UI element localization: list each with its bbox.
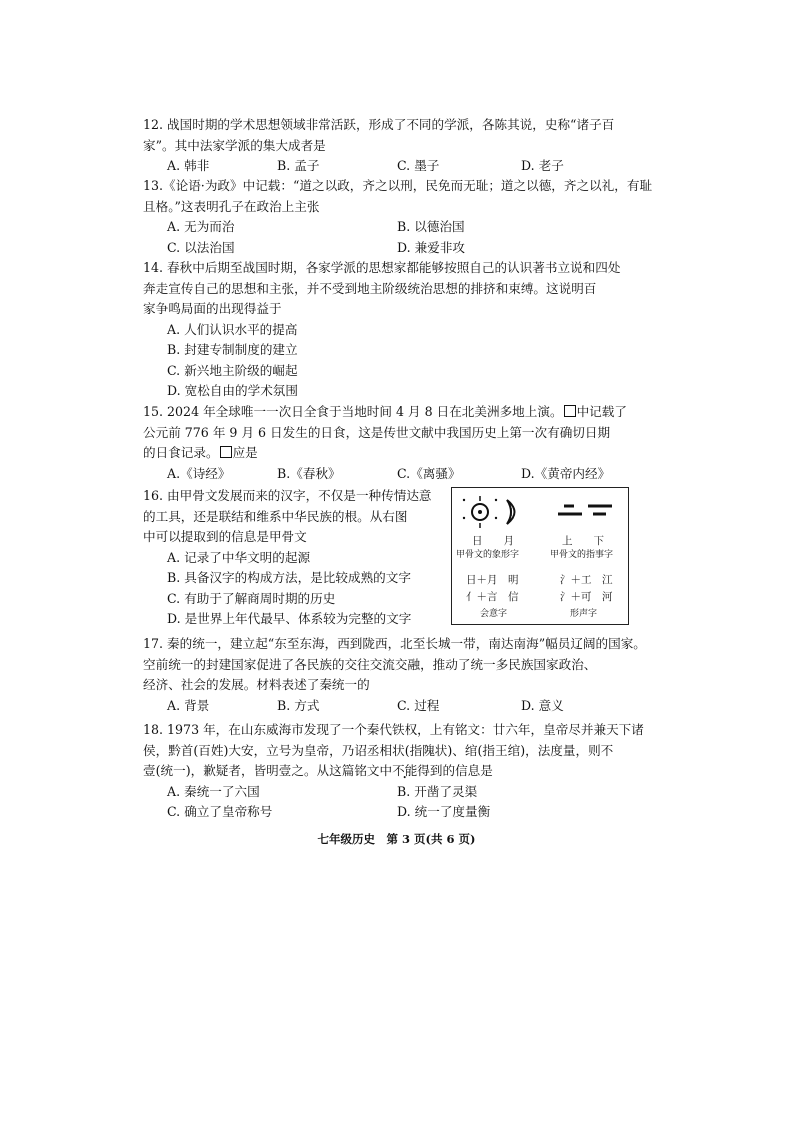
options-row xyxy=(143,464,643,485)
question-text xyxy=(143,443,643,464)
question-12 xyxy=(143,115,643,177)
option-c[interactable]: C. 过程 xyxy=(397,697,440,713)
question-text: 17. 秦的统一，建立起“东至东海，西到陇西，北至长城一带，南达南海”幅员辽阔的国家。 xyxy=(143,636,646,651)
pictograph-chars: 日 月 xyxy=(472,535,514,547)
options-row xyxy=(143,696,643,717)
moon-glyph-icon xyxy=(507,500,515,524)
options-row xyxy=(143,156,643,177)
question-text-part: 的日食记录。 xyxy=(143,445,219,460)
question-text: 18. 1973 年，在山东威海市发现了一个秦代铁权，上有铭文：廿六年，皇帝尽并兼天下诸 xyxy=(143,722,644,737)
page-footer: 七年级历史 第 3 页(共 6 页) xyxy=(317,832,476,846)
blank-box xyxy=(220,446,232,458)
option-a[interactable]: A. 秦统一了六国 xyxy=(167,783,260,799)
question-text-part: 中记载了 xyxy=(576,404,627,419)
question-text: 16. 由甲骨文发展而来的汉字，不仅是一种传情达意 xyxy=(143,488,432,503)
oracle-bone-glyphs xyxy=(452,488,628,538)
question-text-part: 应是 xyxy=(232,445,258,460)
question-text: 家争鸣局面的出现得益于 xyxy=(143,301,282,316)
question-text: 中可以提取到的信息是甲骨文 xyxy=(143,529,307,544)
question-text: 14. 春秋中后期至战国时期，各家学派的思想家都能够按照自己的认识著书立说和四处 xyxy=(143,260,621,275)
question-text-part: 15. 2024 年全球唯一一次日全食于当地时间 4 月 8 日在北美洲多地上演。 xyxy=(143,404,563,419)
question-15 xyxy=(143,402,643,484)
sun-glyph-icon xyxy=(463,496,497,528)
question-text-part: 得到的信息是 xyxy=(417,763,493,778)
option-b[interactable]: B. 以德治国 xyxy=(397,219,465,234)
question-text xyxy=(143,402,643,423)
blank-box xyxy=(564,405,576,417)
question-text: 12. 战国时期的学术思想领域非常活跃，形成了不同的学派，各陈其说，史称“诸子百 xyxy=(143,117,615,132)
question-text: 家”。其中法家学派的集大成者是 xyxy=(143,137,326,153)
option-d[interactable]: D. 统一了度量衡 xyxy=(397,804,491,819)
options-row xyxy=(143,802,643,823)
option-b[interactable]: B. 封建专制制度的建立 xyxy=(167,342,298,357)
option-c[interactable]: C. 确立了皇帝称号 xyxy=(167,804,273,819)
option-c[interactable]: C. 以法治国 xyxy=(167,239,235,255)
option-c[interactable]: C. 新兴地主阶级的崛起 xyxy=(167,362,298,378)
option-b[interactable]: B. 孟子 xyxy=(277,158,320,173)
oracle-bone-script-figure xyxy=(451,487,629,625)
indicative-caption: 甲骨文的指事字 xyxy=(550,550,614,560)
option-a[interactable]: A. 记录了中华文明的起源 xyxy=(167,549,311,565)
options-row xyxy=(143,238,643,259)
question-text: 奔走宣传自己的思想和主张，并不受到地主阶级统治思想的排挤和束缚。这说明百 xyxy=(143,280,597,296)
option-d[interactable]: D. 兼爱非攻 xyxy=(397,239,466,255)
question-text: 经济、社会的发展。材料表述了秦统一的 xyxy=(143,677,370,692)
question-16 xyxy=(143,486,443,630)
option-c[interactable]: C. 有助于了解商周时期的历史 xyxy=(167,590,336,606)
question-text: 13.《论语·为政》中记载：“道之以政，齐之以刑，民免而无耻；道之以德，齐之以礼，有耻 xyxy=(143,178,653,193)
option-d[interactable]: D. 是世界上年代最早、体系较为完整的文字 xyxy=(167,611,412,626)
option-a[interactable]: A. 韩非 xyxy=(167,158,210,173)
phonetic-caption: 形声字 xyxy=(570,609,598,619)
options-row xyxy=(143,217,643,238)
option-d[interactable]: D. 宽松自由的学术氛围 xyxy=(167,383,298,398)
options-row xyxy=(143,782,643,803)
question-text: 且格。”这表明孔子在政治上主张 xyxy=(143,198,320,214)
option-b[interactable]: B.《春秋》 xyxy=(277,465,341,481)
option-a[interactable]: A.《诗经》 xyxy=(167,465,231,481)
question-17 xyxy=(143,634,646,716)
question-18 xyxy=(143,720,643,823)
question-text-part: 壹(统一)，歉疑者，皆明壹之。从这篇铭文中 xyxy=(143,763,393,778)
compound-example-2: 亻＋言 信 xyxy=(466,591,519,603)
option-c[interactable]: C.《离骚》 xyxy=(397,465,461,481)
up-glyph-icon xyxy=(558,506,582,514)
question-text: 空前统一的封建国家促进了各民族的交往交流交融，推动了统一多民族国家政治、 xyxy=(143,656,597,672)
question-text xyxy=(143,761,643,782)
option-d[interactable]: D. 意义 xyxy=(521,697,564,713)
question-14 xyxy=(143,258,643,402)
option-a[interactable]: A. 无为而治 xyxy=(167,219,235,234)
question-text: 侯，黔首(百姓)大安，立号为皇帝，乃诏丞相状(指隗状)、绾(指王绾)，法度量，则不 xyxy=(143,742,614,758)
question-13 xyxy=(143,176,653,258)
question-text: 公元前 776 年 9 月 6 日发生的日食，这是传世文献中我国历史上第一次有确切日期 xyxy=(143,424,611,440)
option-b[interactable]: B. 方式 xyxy=(277,697,320,713)
emphasis-text: 不能 xyxy=(392,763,418,778)
option-d[interactable]: D.《黄帝内经》 xyxy=(521,465,611,481)
compound-caption: 会意字 xyxy=(480,609,508,619)
down-glyph-icon xyxy=(588,506,612,514)
indicative-chars: 上 下 xyxy=(562,535,604,547)
phonetic-example-1: 氵＋工 江 xyxy=(560,574,613,586)
option-c[interactable]: C. 墨子 xyxy=(397,158,440,173)
option-d[interactable]: D. 老子 xyxy=(521,158,564,173)
question-text: 的工具，还是联结和维系中华民族的根。从右图 xyxy=(143,508,408,524)
phonetic-example-2: 氵＋可 河 xyxy=(560,591,613,603)
option-b[interactable]: B. 具备汉字的构成方法，是比较成熟的文字 xyxy=(167,570,411,585)
option-a[interactable]: A. 背景 xyxy=(167,697,210,713)
option-a[interactable]: A. 人们认识水平的提高 xyxy=(167,321,298,337)
pictograph-caption: 甲骨文的象形字 xyxy=(456,550,520,560)
option-b[interactable]: B. 开凿了灵渠 xyxy=(397,783,478,799)
compound-example-1: 日＋月 明 xyxy=(466,574,519,586)
